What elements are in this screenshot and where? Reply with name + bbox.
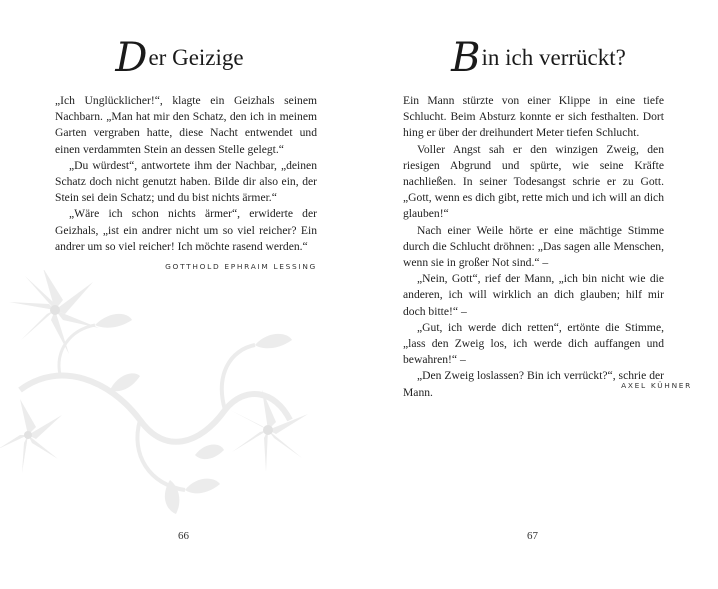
paragraph: Ein Mann stürzte von einer Klippe in eine tiefe Schlucht. Beim Absturz konnte er sich festhalten. Dort hing er über der dreihundert Meter tiefen Schlucht.: [403, 94, 664, 140]
paragraph: „Wäre ich schon nichts ärmer“, erwiderte der Geizhals, „ist ein andrer nicht um so viel reicher? Ein andrer um so viel reicher! Ich möchte rasend werden.“: [55, 207, 317, 253]
story-title: [359, 35, 718, 81]
page-number: 67: [527, 530, 538, 542]
paragraph: „Gut, ich werde dich retten“, ertönte die Stimme, „lass den Zweig los, ich werde dich auffangen und bewahren!“ –: [403, 320, 664, 367]
story-title: [0, 35, 359, 81]
author-name: AXEL KÜHNER: [621, 381, 692, 390]
story-text: [55, 93, 317, 255]
paragraph: Voller Angst sah er den winzigen Zweig, den riesigen Abgrund und spürte, wie seine Kräfte nachließen. In seiner Todesangst schrie er zu Gott. „Gott, wenn es dich gibt, rette mich und ich will an dich glauben!“: [403, 142, 664, 221]
paragraph: „Den Zweig loslassen? Bin ich verrückt?“, schrie der Mann.: [403, 369, 664, 399]
poinsettia-vine-ornament-icon: [0, 270, 340, 530]
paragraph: „Ich Unglücklicher!“, klagte ein Geizhals seinem Nachbarn. „Man hat mir den Schatz, den ich in meinem Garten vergraben hatte, diese Nacht entwendet und einen verdammten Stein an dessen Stelle gelegt.“: [55, 94, 317, 156]
page-number: 66: [178, 530, 189, 542]
paragraph: „Du würdest“, antwortete ihm der Nachbar, „deinen Schatz doch nicht genutzt haben. Bilde dir also ein, der Stein sei dein Schatz; und du bist nichts ärmer.“: [55, 158, 317, 205]
title-text: in ich verrückt?: [481, 45, 626, 70]
paragraph: „Nein, Gott“, rief der Mann, „ich bin nicht wie die anderen, ich will wirklich an dich glauben; hilf mir doch bitte!“ –: [403, 272, 664, 318]
title-text: er Geizige: [148, 45, 244, 70]
right-page: [359, 0, 718, 589]
story-text: [403, 93, 664, 401]
title-initial: D: [115, 35, 148, 81]
paragraph: Nach einer Weile hörte er eine mächtige Stimme durch die Schlucht dröhnen: „Das sagen alle Menschen, wenn sie in großer Not sind.“ –: [403, 223, 664, 270]
author-name: GOTTHOLD EPHRAIM LESSING: [165, 262, 317, 271]
title-initial: B: [451, 35, 481, 81]
